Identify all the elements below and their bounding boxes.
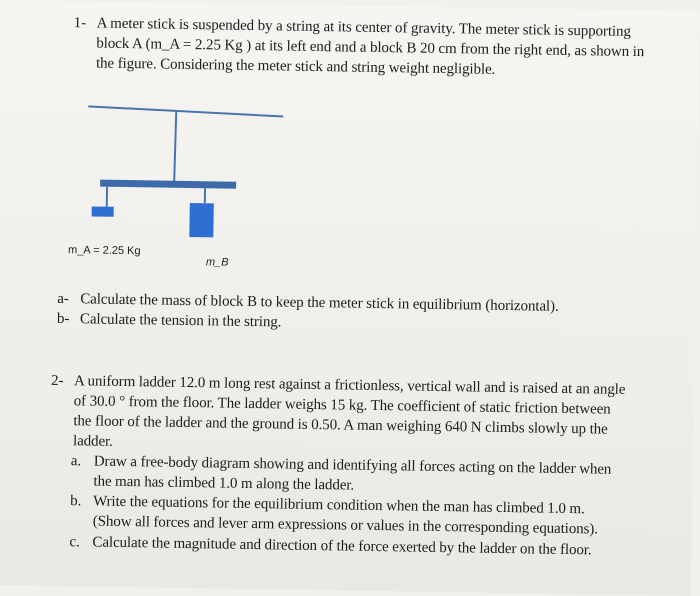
q2-part-a-marker: a. xyxy=(71,453,81,470)
meter-stick xyxy=(100,180,236,189)
q1-number: 1- xyxy=(74,15,87,32)
q2-number: 2- xyxy=(51,373,64,390)
q1-part-b-text: Calculate the tension in the string. xyxy=(80,311,282,331)
q2-part-b-marker: b. xyxy=(70,493,81,510)
q2-part-a-line-1: Draw a free-body diagram showing and identifying all forces acting on the ladder when xyxy=(94,454,612,479)
q1-line-1: A meter stick is suspended by a string at its center of gravity. The meter stick is supporting xyxy=(97,16,631,41)
q2-line-1: A uniform ladder 12.0 m long rest against a frictionless, vertical wall and is raised at an angle xyxy=(74,373,626,399)
q2-line-2: of 30.0 ° from the floor. The ladder weighs 15 kg. The coefficient of static friction between xyxy=(74,393,611,418)
q2-part-c-marker: c. xyxy=(69,534,79,551)
q1-line-3: the figure. Considering the meter stick and string weight negligible. xyxy=(96,56,495,79)
q2-line-3: the floor of the ladder and the ground is 0.50. A man weighing 640 N climbs slowly up the xyxy=(73,413,608,438)
q1-part-a-marker: a- xyxy=(57,291,69,308)
block-b xyxy=(189,203,214,237)
q2-line-4: ladder. xyxy=(73,433,113,451)
q1-part-a-text: Calculate the mass of block B to keep the meter stick in equilibrium (horizontal). xyxy=(80,291,559,316)
suspension-string xyxy=(174,111,176,183)
q2-part-b-line-2: (Show all forces and lever arm expressions or values in the corresponding equations). xyxy=(93,514,598,539)
q2-part-c-line-1: Calculate the magnitude and direction of the force exerted by the ladder on the floor. xyxy=(92,535,591,560)
q2-part-a-line-2: the man has climbed 1.0 m along the ladder. xyxy=(93,474,354,495)
ceiling-line xyxy=(88,106,283,116)
block-a xyxy=(92,206,114,216)
q1-line-2: block A (m_A = 2.25 Kg ) at its left end and a block B 20 cm from the right end, as shown in xyxy=(96,36,644,62)
q1-part-b-marker: b- xyxy=(57,311,70,328)
q2-part-b-line-1: Write the equations for the equilibrium condition when the man has climbed 1.0 m. xyxy=(93,494,585,519)
label-block-a: m_A = 2.25 Kg xyxy=(68,244,141,257)
label-block-b: m_B xyxy=(206,256,229,268)
